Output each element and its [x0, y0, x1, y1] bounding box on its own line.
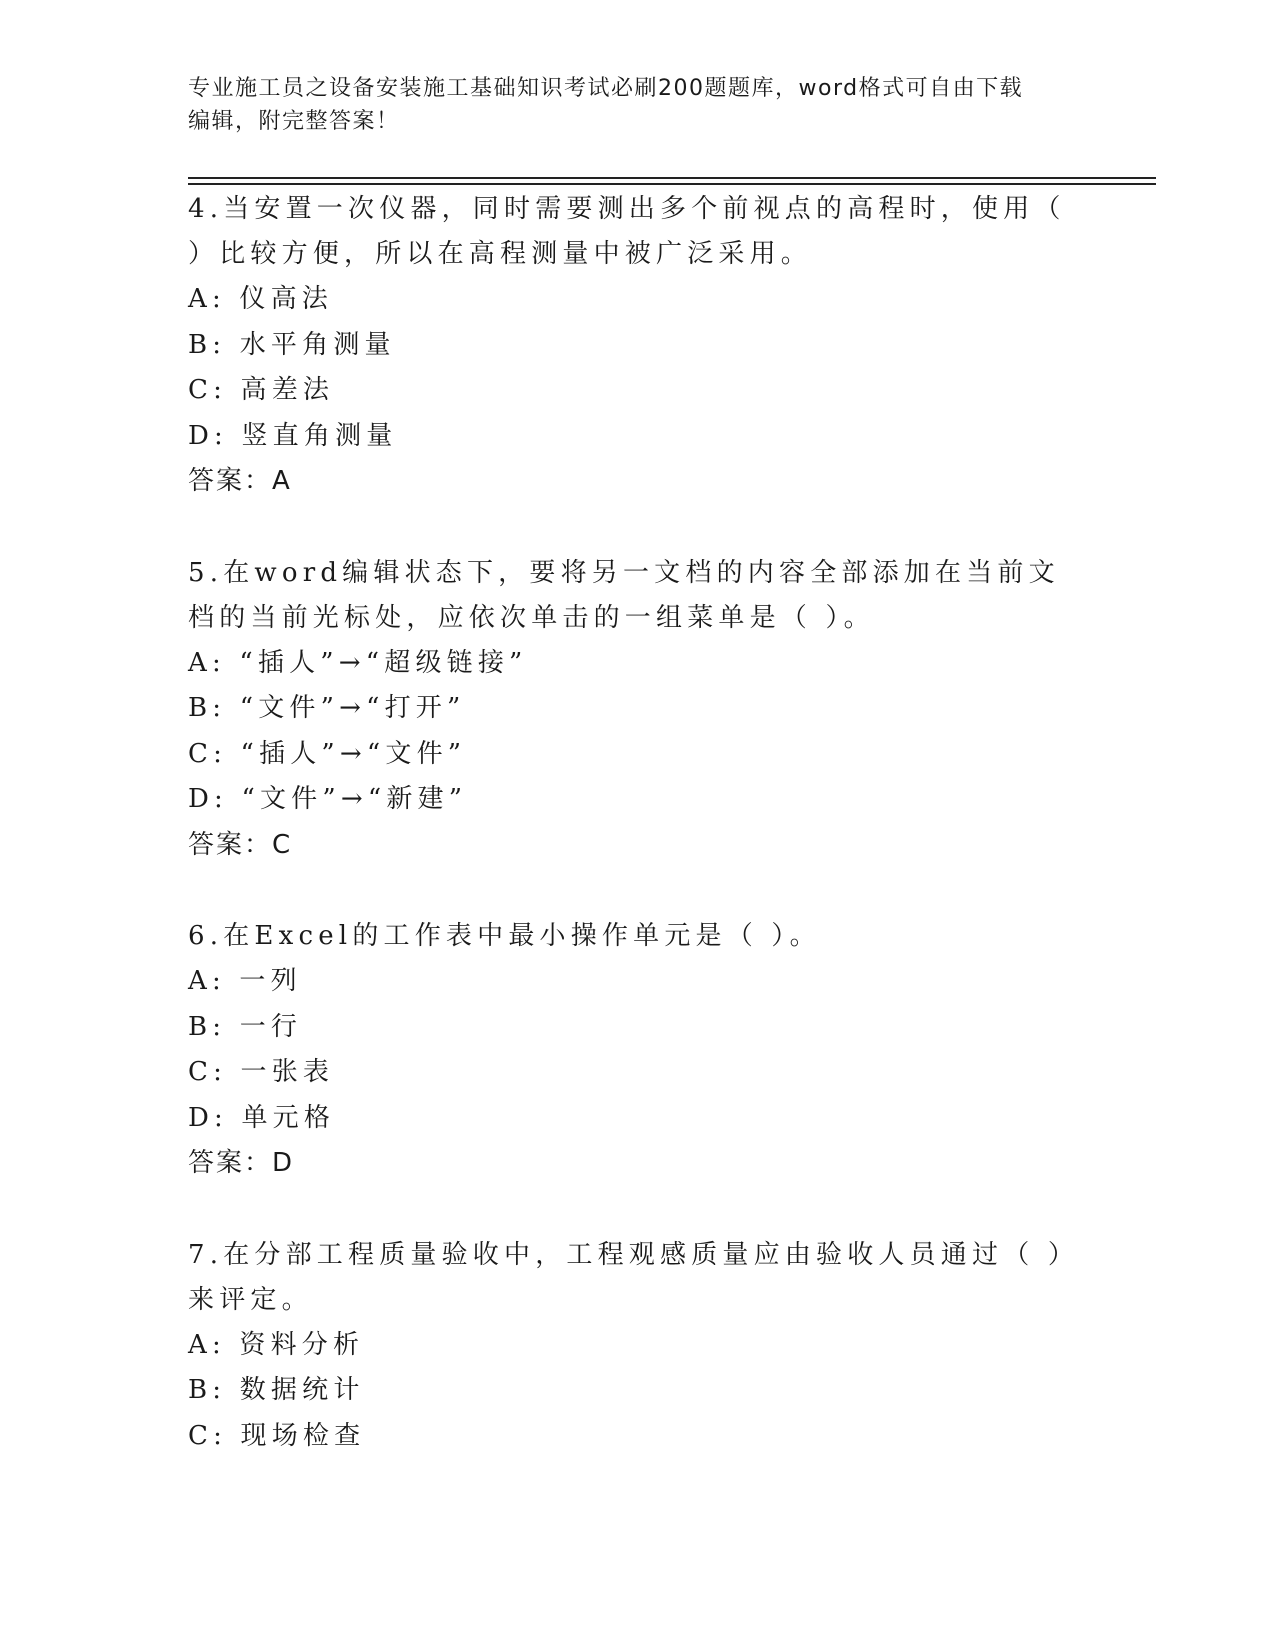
answer-line: 答案：D [188, 1148, 295, 1178]
question-stem: 4.当安置一次仪器，同时需要测出多个前视点的高程时，使用（ ）比较方便，所以在高程测量中被广泛采用。 [188, 194, 1066, 269]
question-list [188, 187, 1078, 1505]
question-5 [188, 551, 1078, 869]
option-d: D: 竖直角测量 [188, 420, 398, 451]
answer-line: 答案：C [188, 829, 293, 860]
question-stem: 5.在word编辑状态下，要将另一文档的内容全部添加在当前文档的当前光标处，应依次单击的一组菜单是（ ）。 [188, 557, 1060, 633]
question-stem: 6.在Excel的工作表中最小操作单元是（ ）。 [188, 921, 821, 951]
question-stem: 7.在分部工程质量验收中，工程观感质量应由验收人员通过（ ）来评定。 [188, 1239, 1067, 1315]
option-a: A: 资料分析 [188, 1329, 365, 1360]
option-c: C: 现场检查 [188, 1420, 366, 1451]
header-divider-bottom [188, 183, 1156, 185]
option-c: C: 一张表 [188, 1057, 335, 1087]
option-a: A: 仪高法 [188, 284, 334, 314]
option-d: D: 单元格 [188, 1102, 336, 1133]
option-a: A: “插人”→“超级链接” [188, 647, 528, 678]
header-divider-top [188, 177, 1156, 179]
option-b: B: 数据统计 [188, 1375, 365, 1405]
answer-line: 答案：A [188, 466, 292, 496]
document-header [188, 72, 1068, 138]
option-a: A: 一列 [188, 966, 302, 996]
option-b: B: 水平角测量 [188, 329, 396, 360]
option-c: C: “插人”→“文件” [188, 738, 467, 769]
question-6 [188, 914, 1078, 1187]
option-c: C: 高差法 [188, 375, 335, 405]
option-d: D: “文件”→“新建” [188, 784, 468, 814]
question-7 [188, 1233, 1078, 1460]
header-line-2: 编辑，附完整答案！ [188, 109, 400, 134]
header-line-1: 专业施工员之设备安装施工基础知识考试必刷200题题库，word格式可自由下载 [188, 76, 1024, 101]
question-4 [188, 187, 1078, 505]
option-b: B: “文件”→“打开” [188, 693, 466, 723]
option-b: B: 一行 [188, 1011, 303, 1042]
